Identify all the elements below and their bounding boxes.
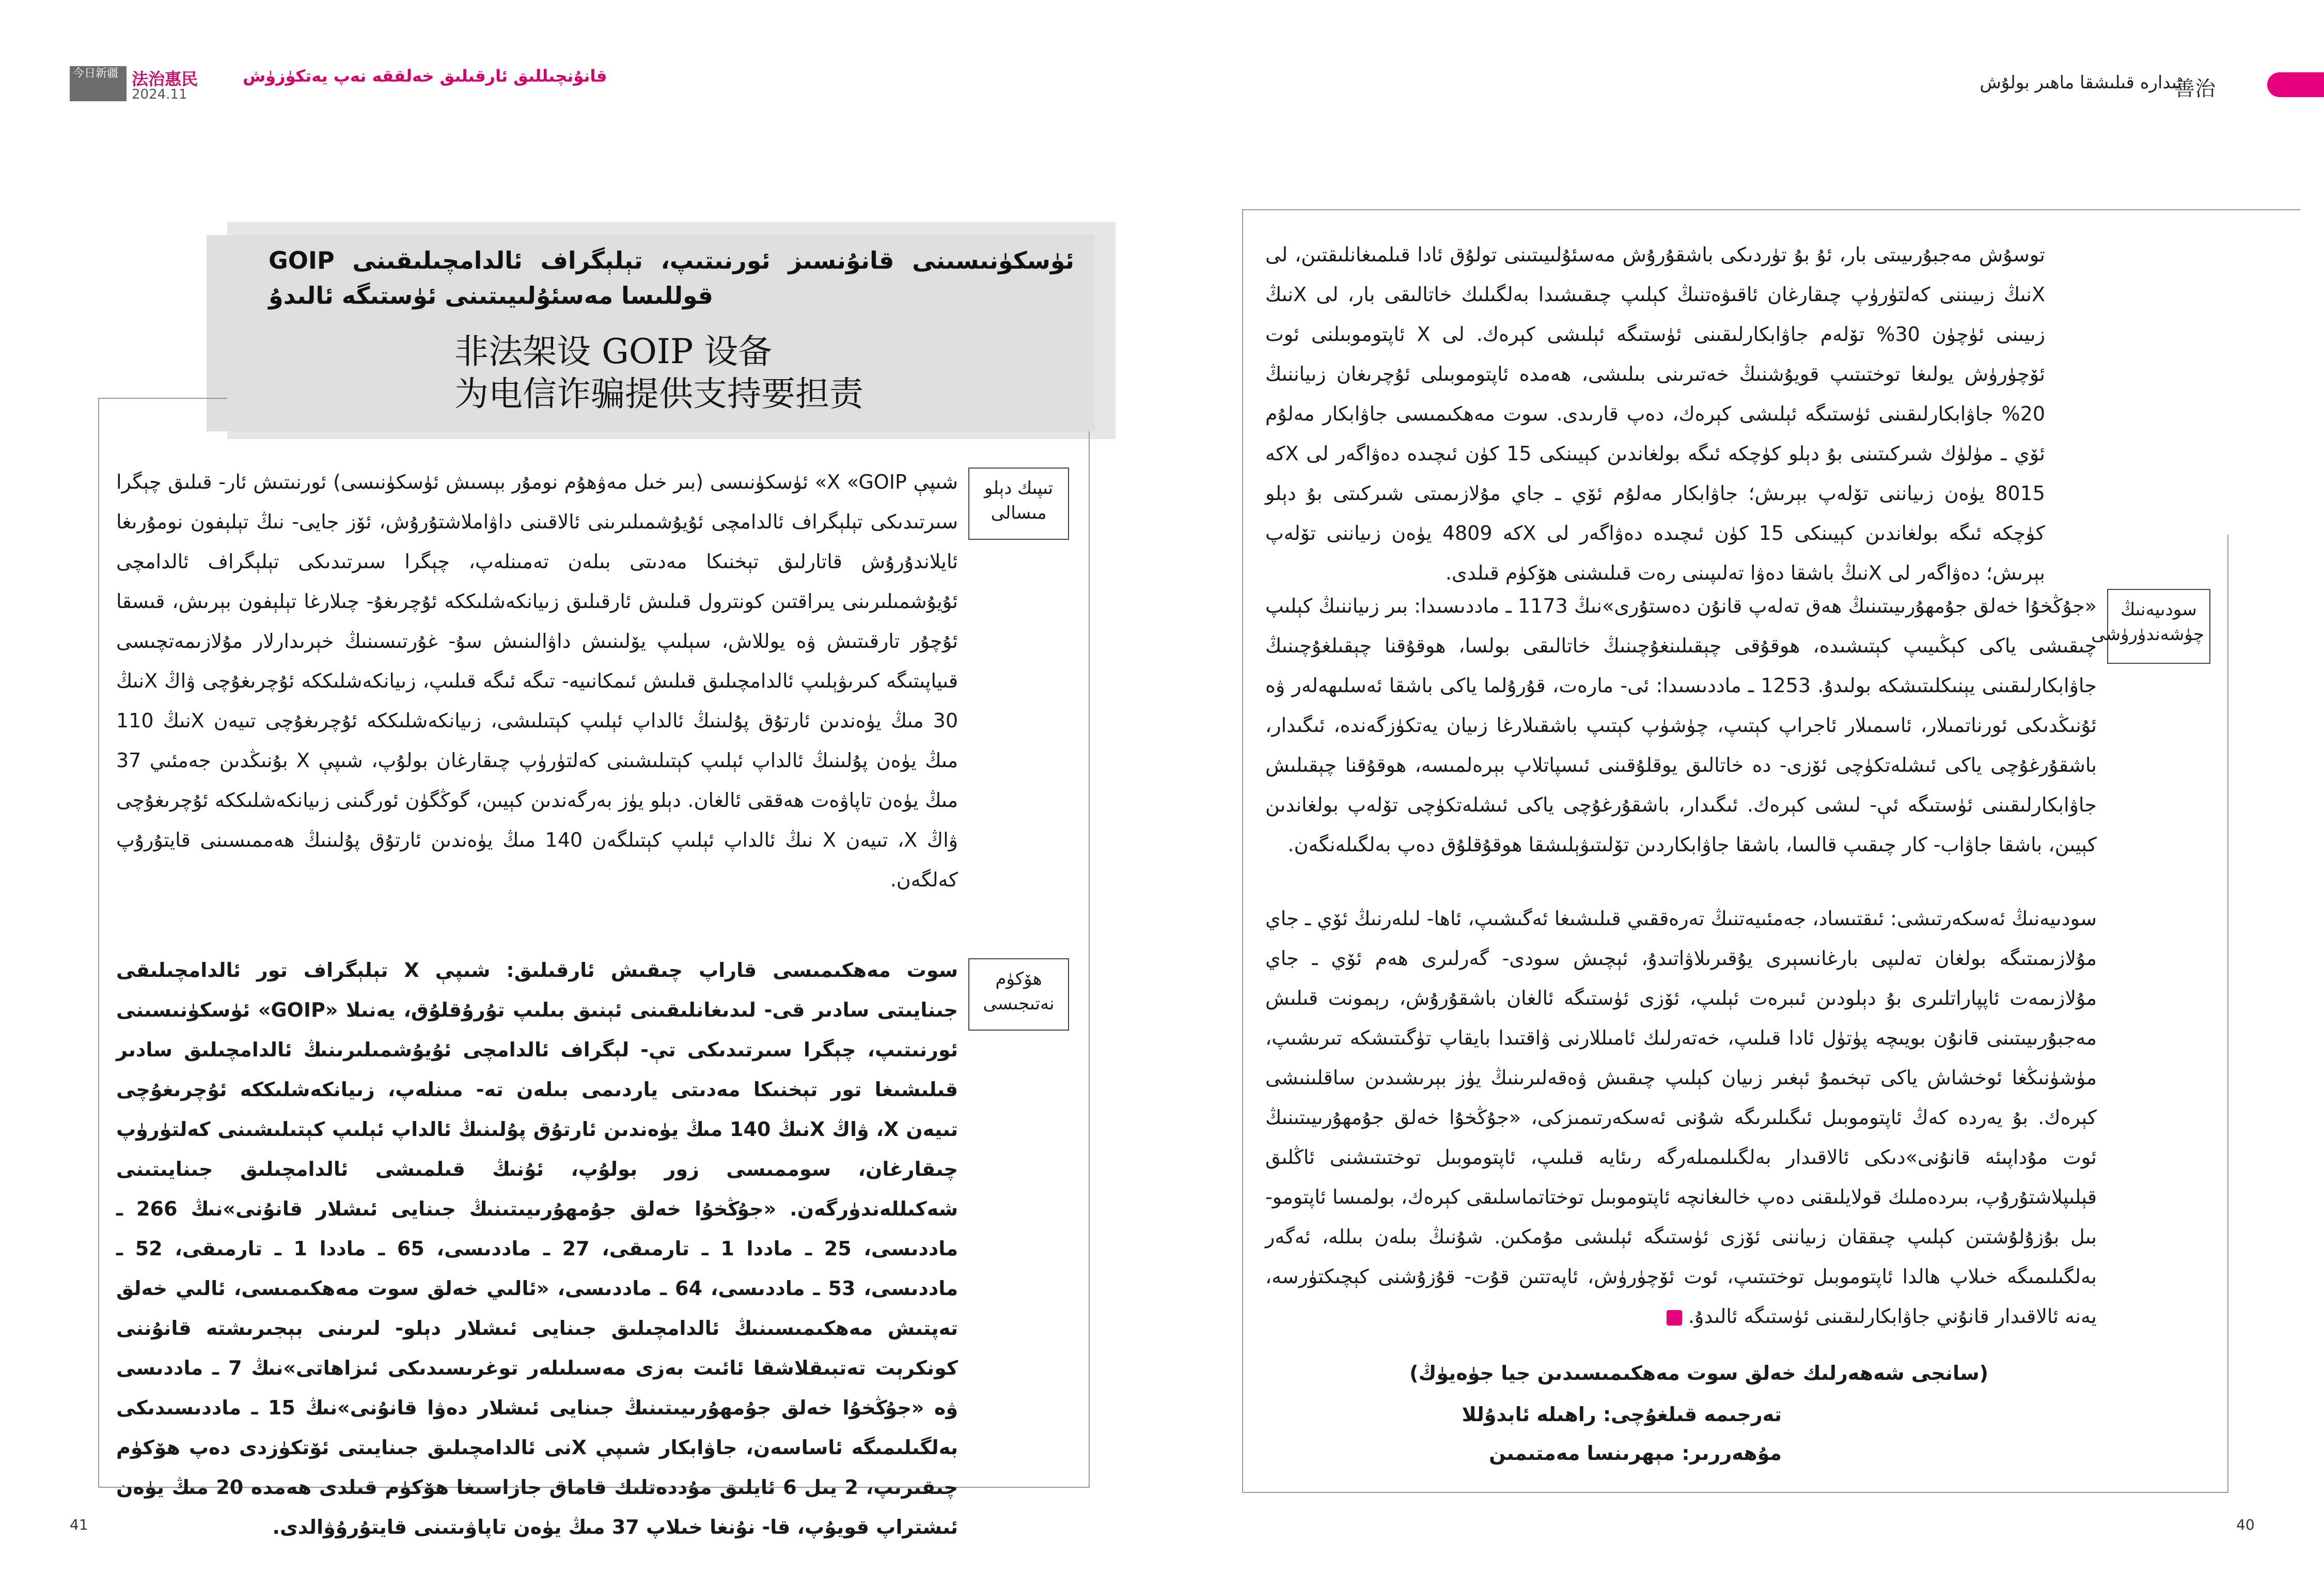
translator-line: تەرجىمە قىلغۇچى: راھىلە ئابدۇللا (1462, 1403, 1782, 1426)
label-judge-explanation: سودىيەنىڭ چۈشەندۈرۈشى (2107, 589, 2210, 664)
accent-bar (2267, 72, 2324, 97)
page-number-left: 41 (70, 1516, 88, 1533)
right-section-title-cn: 善治 (2174, 77, 2216, 101)
article-title-cn-line2: 为电信诈骗提供支持要担责 (454, 374, 863, 414)
left-frame-top (98, 398, 227, 399)
end-mark-icon (1667, 1310, 1682, 1326)
right-frame-left (1242, 209, 1243, 1493)
section-title-uy: قانۇنچىللىق ئارقىلىق خەلققە نەپ يەتكۈزۈش (243, 66, 607, 86)
right-frame-right (2227, 535, 2228, 1493)
magazine-logo: 今日新疆 (70, 66, 127, 101)
top-paragraph: توسۇش مەجبۇرىيىتى بار، ئۇ بۇ تۈردىكى باشقۇرۇش مەسئۇلىيىتىنى تولۇق ئادا قىلمىغانلىقتىن، لى Xنىڭ زىيىننى كەلتۈرۈپ چىقارغان ئاقىۋەتنىڭ كېلىپ چىقىشىدا بەلگىلىك خاتالىقى بار، لى Xنىڭ زىيىنى ئۈچۈن 30% تۆلەم جاۋابكارلىقىنى ئۈستىگە ئېلىشى كېرەك. لى X ئاپتوموبىلنى ئوت ئۆچۈرۈش يولىغا توختىتىپ قويۇشنىڭ خەتىرىنى بىلىشى، ھەمدە ئاپتوموبىلى ئۇچرىغان زىياننىڭ 20% جاۋابكارلىقىنى ئۈستىگە ئېلىشى كېرەك، دەپ قارىدى. سوت مەھكىمىسى جاۋابكار مەلۇم ئۆي ـ مۈلۈك شىركىتىنى بۇ دېلو كۈچكە ئىگە بولغاندىن كېيىنكى 15 كۈن ئىچىدە دەۋاگەر لى Xكە 8015 يۈەن زىياننى تۆلەپ بېرىش؛ جاۋابكار مەلۇم ئۆي ـ جاي مۇلازىمىتى شىركىتى بۇ دېلو كۈچكە ئىگە بولغاندىن كېيىنكى 15 كۈن ئىچىدە دەۋاگەر لى Xكە 4809 يۈەن زىياننى تۆلەپ بېرىش؛ دەۋاگەر لى Xنىڭ باشقا دەۋا تەلىپىنى رەت قىلىشنى ھۆكۈم قىلدى. (1265, 243, 2045, 584)
article-title-uy: GOIP ئۈسكۈنىسىنى قانۇنسىز ئورنىتىپ، تېلېگراف ئالدامچىلىقىنى قوللىسا مەسئۇلىيىتىنى ئۈستىگە ئالىدۇ (269, 246, 1074, 309)
section-title-cn: 法治惠民 (132, 69, 198, 89)
article-title-cn (454, 331, 1074, 415)
right-frame-top (1242, 209, 2301, 210)
explanation-paragraph-2 (1265, 899, 2097, 1336)
verdict-paragraph: سوت مەھكىمىسى قاراپ چىقىش ئارقىلىق: شىپې X تېلېگراف تور ئالدامچىلىقى جىنايىتى سادىر قى- لىدىغانلىقىنى ئېنىق بىلىپ تۇرۇقلۇق، يەنىلا «GOIP» ئۈسكۈنىسىنى ئورنىتىپ، چېگرا سىرتىدىكى تې- لېگراف ئالدامچى ئۇيۇشمىلىرىنىڭ ئالدامچىلىق سادىر قىلىشىغا تور تېخنىكا مەدىتى ياردىمى بىلەن تە- مىنلەپ، زىيانكەشلىككە ئۇچرىغۇچى تىيەن X، ۋاڭ Xنىڭ 140 مىڭ يۈەندىن ئارتۇق پۇلىنىڭ ئالداپ ئېلىپ كېتىلىشىنى كەلتۈرۈپ چىقارغان، سوممىسى زور بولۇپ، ئۇنىڭ قىلمىشى ئالدامچىلىق جىنايىتىنى شەكىللەندۈرگەن. «جۇڭخۇا خەلق جۇمھۇرىيىتىنىڭ جىنايى ئىشلار قانۇنى»نىڭ 266 ـ ماددىسى، 25 ـ ماددا 1 ـ تارمىقى، 27 ـ ماددىسى، 65 ـ ماددا 1 ـ تارمىقى، 52 ـ ماددىسى، 53 ـ ماددىسى، 64 ـ ماددىسى، «ئالىي خەلق سوت مەھكىمىسى، ئالىي خەلق تەپتىش مەھكىمىسىنىڭ ئالدامچىلىق جىنايى ئىشلار دېلو- لىرىنى بېجىرىشتە قانۇننى كونكرېت تەتبىقلاشقا ئائىت بەزى مەسىلىلەر توغرىسىدىكى ئىزاھاتى»نىڭ 7 ـ ماددىسى ۋە «جۇڭخۇا خەلق جۇمھۇرىيىتىنىڭ جىنايى ئىشلار دەۋا قانۇنى»نىڭ 15 ـ ماددىسىدىكى بەلگىلىمىگە ئاساسەن، جاۋابكار شىپې Xنى ئالدامچىلىق جىنايىتى ئۆتكۈزدى دەپ ھۆكۈم چىقىرىپ، 2 يىل 6 ئايلىق مۇددەتلىك قاماق جازاسىغا ھۆكۈم قىلدى ھەمدە 20 مىڭ يۈەن ئىشتراپ قويۇپ، قا- نۇنغا خىلاپ 37 مىڭ يۈەن تاپاۋىتىنى قايتۇرۇۋالدى. (116, 959, 959, 1538)
case-paragraph: شىپې X «GOIP» ئۈسكۈنىسى (بىر خىل مەۋھۇم نومۇر بېسىش ئۈسكۈنىسى) ئورنىتىش ئار- قىلىق چېگرا سىرتىدىكى تېلېگراف ئالدامچى ئۇيۇشمىلىرىنى ئالاقىنى داۋاملاشتۇرۇش، ئۆز جايى- نىڭ تېلېفون نومۇرىغا ئايلاندۇرۇش قاتارلىق تېخنىكا مەدىتى بىلەن تەمىنلەپ، چېگرا سىرتىدىكى تېلېگراف ئالدامچى ئۇيۇشمىلىرىنى يىراقتىن كونترول قىلىش ئارقىلىق زىيانكەشلىككە ئۇچرىغۇ- چىلارغا تېلېفون بېرىش، قىسقا ئۇچۇر تارقىتىش ۋە يوللاش، سېلىپ يۆلىنىش داۋالىنىش سۇ- غۇرتىسىنىڭ خېرىدارلار مۇلازىمەتچىسى قىياپىتىگە كىرىۋېلىپ ئالدامچىلىق قىلىش ئىمكانىيە- تىگە ئىگە قىلىپ، زىيانكەشلىككە ئۇچرىغۇچى ۋاڭ Xنىڭ 30 مىڭ يۈەندىن ئارتۇق پۇلىنىڭ ئالداپ ئېلىپ كېتىلىشى، زىيانكەشلىككە ئۇچرىغۇچى تىيەن Xنىڭ 110 مىڭ يۈەن پۇلىنىڭ ئالداپ ئېلىپ كېتىلىشىنى كەلتۈرۈپ چىقارغان بولۇپ، شىپې X بۇنىڭدىن جەمئىي 37 مىڭ يۈەن تاپاۋەت ھەققى ئالغان. دېلو يۈز بەرگەندىن كېيىن، گوڭگۈن ئورگىنى زىيانكەشلىككە ئۇچرىغۇچى ۋاڭ X، تىيەن X نىڭ ئالداپ ئېلىپ كېتىلگەن 140 مىڭ يۈەندىن ئارتۇق پۇلىنىڭ ھەممىسىنى قايتۇرۇپ كەلگەن. (116, 471, 959, 891)
left-frame-left (98, 398, 99, 1488)
editor-line: مۇھەررىر: مېھرىنسا مەمتىمىن (1489, 1442, 1782, 1465)
right-frame-bottom (1242, 1492, 2228, 1493)
label-verdict: ھۆكۈم نەتىجىسى (968, 958, 1069, 1031)
issue-date: 2024.11 (132, 87, 187, 102)
left-frame-right (1089, 431, 1090, 1488)
explanation-paragraph-1: «جۇڭخۇا خەلق جۇمھۇرىيىتىنىڭ ھەق تەلەپ قانۇن دەستۇرى»نىڭ 1173 ـ ماددىسىدا: بىر زىياننىڭ كېلىپ چىقىشى ياكى كېڭىيىپ كېتىشىدە، ھوقۇقى چېقىلىنغۇچىنىڭ خاتالىقى بولسا، ھوقۇقنا چېقىلغۇچىنىڭ جاۋابكارلىقىنى يېنىكلىتىشكە بولىدۇ. 1253 ـ ماددىسىدا: ئى- مارەت، قۇرۇلما ياكى باشقا ئەسلىھەلەر ۋە ئۇنىڭدىكى ئورناتمىلار، ئاسمىلار ئاجراپ كېتىپ، چۈشۈپ كېتىپ باشقىلارغا زىيان يەتكۈزگەندە، ئىگىدار، باشقۇرغۇچى ياكى ئىشلەتكۈچى ئۆزى- دە خاتالىق يوقلۇقىنى ئىسپاتلاپ بېرەلمىسە، ھوقۇقنا چېقىلىش جاۋابكارلىقىنى ئۈستىگە ئې- لىشى كېرەك. ئىگىدار، باشقۇرغۇچى ياكى ئىشلەتكۈچى تۆلەپ بولغاندىن كېيىن، باشقا جاۋاب- كار چىقىپ قالسا، باشقا جاۋابكاردىن تۆلىتىۋېلىشقا ھوقۇقلۇق دەپ بەلگىلەنگەن. (1265, 595, 2097, 856)
source-line: (سانجى شەھەرلىك خەلق سوت مەھكىمىسىدىن جيا جۈەيۈڭ) (1409, 1362, 1988, 1384)
article-title-cn-line1: 非法架设 GOIP 设备 (454, 332, 773, 371)
label-typical-case: تىپىك دېلو مىسالى (968, 468, 1069, 540)
right-section-title-uy: ئىدارە قىلىشقا ماھىر بولۇش (1980, 72, 2182, 93)
explanation-paragraph-2-text: سودىيەنىڭ ئەسكەرتىشى: ئىقتىساد، جەمئىيەتنىڭ تەرەققىي قىلىشىغا ئەگىشىپ، ئاھا- لىلەرنىڭ ئۆي ـ جاي مۇلازىمىتىگە بولغان تەلىپى بارغانسېرى يۇقىرىلاۋاتىدۇ، ئېچىش سودى- گەرلىرى ھەم ئۆي ـ جاي مۇلازىمەت ئاپپاراتلىرى بۇ دېلودىن ئىبرەت ئېلىپ، ئۆزى ئۈستىگە ئالغان باشقۇرۇش، رېمونت قىلىش مەجبۇرىيىتىنى قانۇن بويىچە پۈتۈل ئادا قىلىپ، خەتەرلىك ئامىللارنى ۋاقتىدا بايقاپ تۈگىتىشكە تىرىشىپ، مۈشۈنىڭغا ئوخشاش ياكى تېخىمۇ ئېغىر زىيان كېلىپ چىقىش ۋەقەلىرىنىڭ يۈز بېرىشىدىن ساقلىنىشى كېرەك. بۇ يەردە كەڭ ئاپتوموبىل ئىگىلىرىگە شۇنى ئەسكەرتىمىزكى، «جۇڭخۇا خەلق جۇمھۇرىيىتىنىڭ ئوت مۇداپىئە قانۇنى»دىكى ئالاقىدار بەلگىلىمىلەرگە رىئايە قىلىپ، ئاپتوموبىل توختىتىشنى ئاڭلىق قېلىپلاشتۇرۇپ، بىردەملىك قولايلىقنى دەپ خالىغانچە ئاپتوموبىل توختاتماسلىقى كېرەك، بولمىسا ئاپتومو- بىل بۇزۇلۇشتىن كېلىپ چىققان زىياننى ئۆزى ئۈستىگە ئېلىشى مۇمكىن. شۇنىڭ بىلەن بىللە، ئەگەر بەلگىلىمىگە خىلاپ ھالدا ئاپتوموبىل توختىتىپ، ئوت ئۆچۈرۈش، ئاپەتتىن قۇت- قۇزۇشنى كېچىكتۈرسە، يەنە ئالاقىدار قانۇني جاۋابكارلىقىنى ئۈستىگە ئالىدۇ. (1265, 907, 2097, 1328)
page-number-right: 40 (2236, 1516, 2255, 1533)
